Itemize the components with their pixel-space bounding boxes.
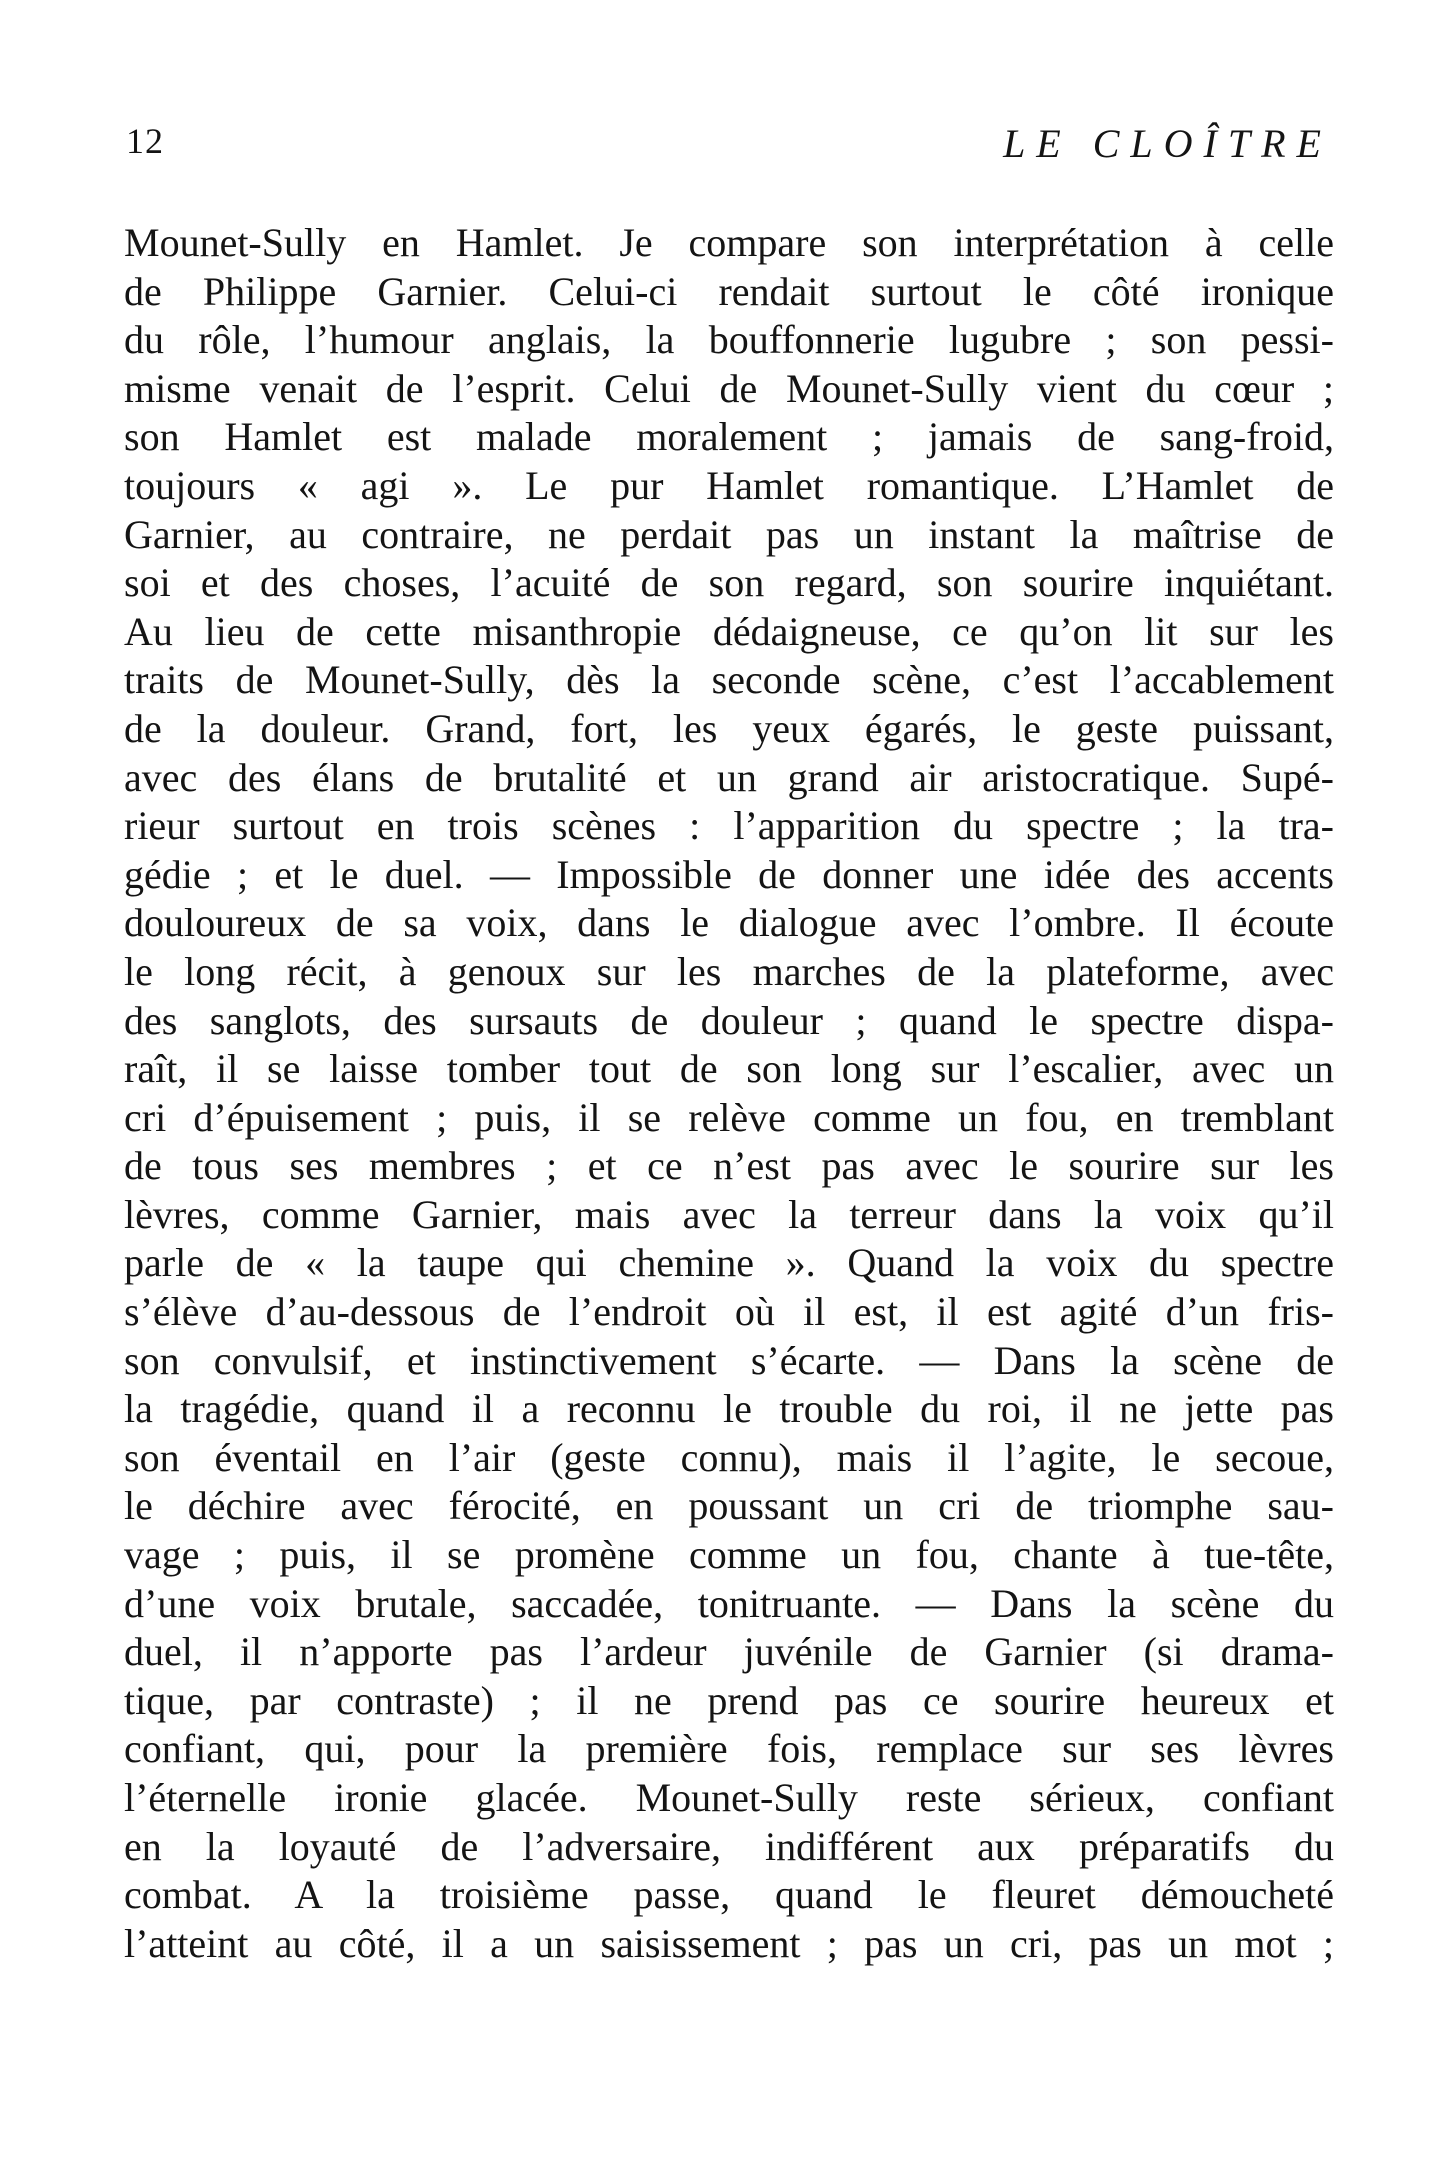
text-line: duel, il n’apporte pas l’ardeur juvénile de Garnier (si drama-: [124, 1629, 1334, 1675]
text-line: traits de Mounet-Sully, dès la seconde scène, c’est l’accablement: [124, 657, 1334, 703]
text-line: combat. A la troisième passe, quand le fleuret démoucheté: [124, 1872, 1334, 1918]
text-line: son éventail en l’air (geste connu), mais il l’agite, le secoue,: [124, 1434, 1334, 1480]
text-line: cri d’épuisement ; puis, il se relève comme un fou, en tremblant: [124, 1094, 1334, 1140]
text-line: son convulsif, et instinctivement s’écarte. — Dans la scène de: [124, 1337, 1334, 1383]
text-line: le déchire avec férocité, en poussant un cri de triomphe sau-: [124, 1483, 1334, 1529]
text-line: parle de « la taupe qui chemine ». Quand la voix du spectre: [124, 1240, 1334, 1286]
body-text: [124, 219, 1334, 1968]
page-number: 12: [126, 121, 164, 161]
running-title: LE CLOÎTRE: [1003, 121, 1332, 166]
text-line: lèvres, comme Garnier, mais avec la terreur dans la voix qu’il: [124, 1191, 1334, 1237]
text-line: soi et des choses, l’acuité de son regard, son sourire inquiétant.: [124, 560, 1334, 606]
text-line: tique, par contraste) ; il ne prend pas ce sourire heureux et: [124, 1677, 1334, 1723]
text-line: d’une voix brutale, saccadée, tonitruante. — Dans la scène du: [124, 1580, 1334, 1626]
text-line: Garnier, au contraire, ne perdait pas un instant la maîtrise de: [124, 511, 1334, 557]
text-line: Mounet-Sully en Hamlet. Je compare son interprétation à celle: [124, 220, 1334, 265]
text-line: s’élève d’au-dessous de l’endroit où il est, il est agité d’un fris-: [124, 1289, 1334, 1335]
text-line: le long récit, à genoux sur les marches de la plateforme, avec: [124, 948, 1334, 994]
text-line: en la loyauté de l’adversaire, indifférent aux préparatifs du: [124, 1823, 1334, 1869]
text-line: gédie ; et le duel. — Impossible de donner une idée des accents: [124, 851, 1334, 897]
text-line: son Hamlet est malade moralement ; jamais de sang-froid,: [124, 414, 1334, 460]
running-head: [126, 120, 1332, 180]
text-line: de la douleur. Grand, fort, les yeux égarés, le geste puissant,: [124, 705, 1334, 751]
text-line: la tragédie, quand il a reconnu le trouble du roi, il ne jette pas: [124, 1386, 1334, 1432]
text-line: Au lieu de cette misanthropie dédaigneuse, ce qu’on lit sur les: [124, 608, 1334, 654]
text-line: l’atteint au côté, il a un saisissement ; pas un cri, pas un mot ;: [124, 1920, 1334, 1966]
text-line: l’éternelle ironie glacée. Mounet-Sully reste sérieux, confiant: [124, 1775, 1334, 1820]
text-line: avec des élans de brutalité et un grand air aristocratique. Supé-: [124, 754, 1334, 800]
text-line: du rôle, l’humour anglais, la bouffonnerie lugubre ; son pessi-: [124, 317, 1334, 363]
text-line: douloureux de sa voix, dans le dialogue avec l’ombre. Il écoute: [124, 900, 1334, 946]
text-line: toujours « agi ». Le pur Hamlet romantique. L’Hamlet de: [124, 462, 1334, 508]
text-line: de Philippe Garnier. Celui-ci rendait surtout le côté ironique: [124, 268, 1334, 314]
text-line: misme venait de l’esprit. Celui de Mounet-Sully vient du cœur ;: [124, 365, 1334, 411]
text-line: confiant, qui, pour la première fois, remplace sur ses lèvres: [124, 1726, 1334, 1772]
text-line: de tous ses membres ; et ce n’est pas avec le sourire sur les: [124, 1143, 1334, 1189]
text-line: vage ; puis, il se promène comme un fou, chante à tue-tête,: [124, 1532, 1334, 1578]
text-line: des sanglots, des sursauts de douleur ; quand le spectre dispa-: [124, 997, 1334, 1043]
text-line: rieur surtout en trois scènes : l’apparition du spectre ; la tra-: [124, 803, 1334, 849]
text-line: raît, il se laisse tomber tout de son long sur l’escalier, avec un: [124, 1046, 1334, 1092]
